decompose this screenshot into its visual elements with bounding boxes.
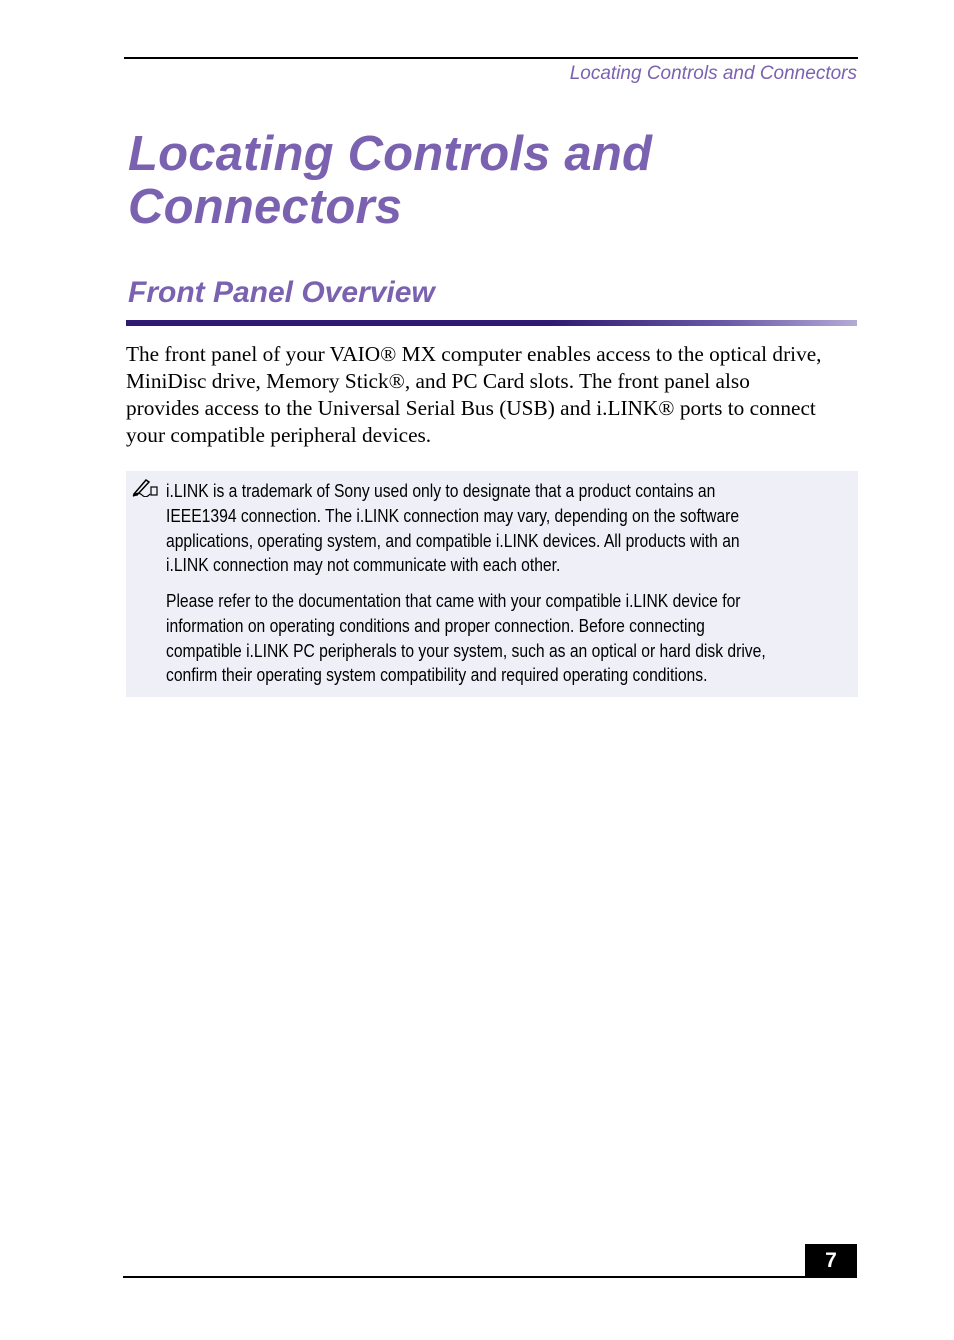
chapter-title: Locating Controls and Connectors bbox=[128, 127, 653, 234]
section-divider bbox=[126, 320, 857, 326]
note-box bbox=[126, 471, 858, 697]
section-title: Front Panel Overview bbox=[128, 276, 435, 309]
footer-rule bbox=[123, 1276, 857, 1278]
note-paragraph: Please refer to the documentation that came with your compatible i.LINK device for information on operating conditions and proper connection. Before connecting compatible i.LINK PC peripherals to your system, such as an optical or hard disk drive, confirm their operating system compatibility and required operating conditions. bbox=[166, 591, 766, 686]
running-header: Locating Controls and Connectors bbox=[569, 63, 857, 84]
note-paragraph: i.LINK is a trademark of Sony used only to designate that a product contains an IEEE1394 connection. The i.LINK connection may vary, depending on the software applications, operating system, and compatible i.LINK devices. All products with an i.LINK connection may not communicate with each other. bbox=[166, 481, 740, 576]
pencil-note-icon bbox=[132, 477, 158, 497]
page-number: 7 bbox=[805, 1244, 857, 1277]
header-rule bbox=[124, 57, 858, 59]
intro-paragraph: The front panel of your VAIO® MX computer enables access to the optical drive, MiniDisc drive, Memory Stick®, and PC Card slots. The front panel also provides access to the Universal Serial Bus (USB) and i.LINK® ports to connect your compatible peripheral devices. bbox=[126, 342, 822, 447]
